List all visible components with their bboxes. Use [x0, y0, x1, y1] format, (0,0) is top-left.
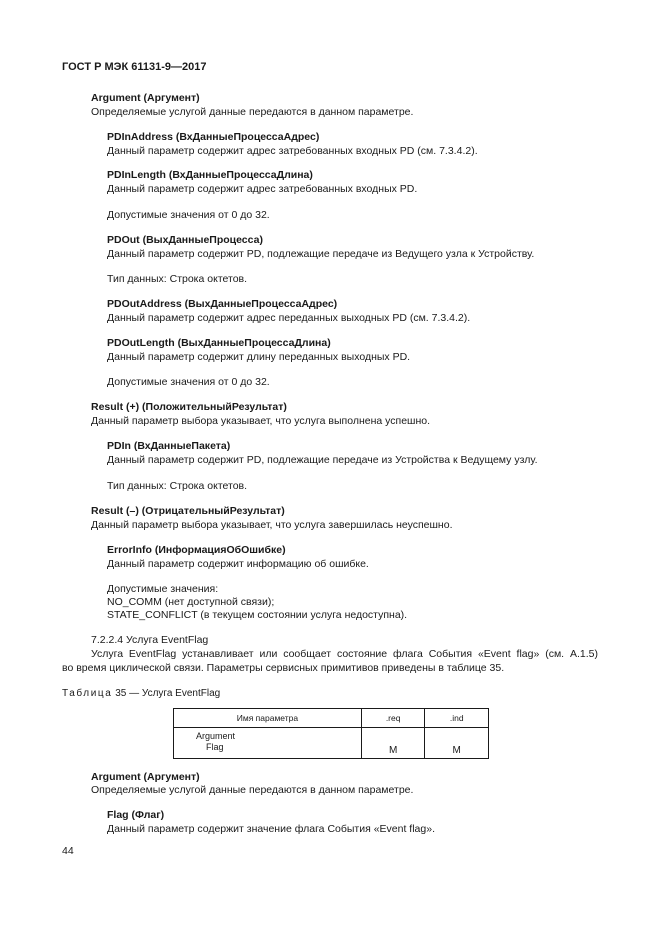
table-caption: [62, 687, 220, 700]
argument-2-desc: Определяемые услугой данные передаются в данном параметре.: [91, 784, 414, 796]
table-row: [174, 728, 489, 759]
table-caption-word: Таблица: [62, 688, 113, 699]
pdinaddress-desc: Данный параметр содержит адрес затребованных входных PD (см. 7.3.4.2).: [107, 145, 478, 157]
pdout-type: Тип данных: Строка октетов.: [107, 273, 248, 285]
pdoutlength-title: PDOutLength (ВыхДанныеПроцессаДлина): [107, 337, 331, 349]
errorinfo-allowed: Допустимые значения:: [107, 583, 219, 595]
document-header: ГОСТ Р МЭК 61131-9—2017: [62, 61, 207, 73]
section-paragraph-line-1: Услуга EventFlag устанавливает или сообщает состояние флага События «Event flag» (см. А.1.5): [91, 648, 598, 660]
pdin-desc: Данный параметр содержит PD, подлежащие передаче из Устройства к Ведущему узлу.: [107, 454, 538, 466]
pdinaddress-title: PDInAddress (ВхДанныеПроцессаАдрес): [107, 131, 320, 143]
pdoutlength-desc: Данный параметр содержит длину переданных выходных PD.: [107, 351, 411, 363]
flag-desc: Данный параметр содержит значение флага События «Event flag».: [107, 823, 435, 835]
section-paragraph-line-2: во время циклической связи. Параметры сервисных примитивов приведены в таблице 35.: [62, 662, 505, 674]
pdout-title: PDOut (ВыхДанныеПроцесса): [107, 234, 263, 246]
ind-value: M: [425, 728, 489, 759]
param-name-cell: [174, 728, 362, 759]
flag-title: Flag (Флаг): [107, 809, 165, 821]
pdoutlength-range: Допустимые значения от 0 до 32.: [107, 376, 270, 388]
pdout-desc: Данный параметр содержит PD, подлежащие передаче из Ведущего узла к Устройству.: [107, 248, 535, 260]
pdinlength-desc: Данный параметр содержит адрес затребованных входных PD.: [107, 183, 418, 195]
table-header-row: [174, 709, 489, 728]
param-flag: Flag: [206, 742, 224, 752]
pdoutaddress-desc: Данный параметр содержит адрес переданных выходных PD (см. 7.3.4.2).: [107, 312, 471, 324]
errorinfo-desc: Данный параметр содержит информацию об ошибке.: [107, 558, 369, 570]
req-value: M: [361, 728, 425, 759]
section-heading: 7.2.2.4 Услуга EventFlag: [91, 634, 209, 646]
result-negative-title: Result (–) (ОтрицательныйРезультат): [91, 505, 285, 517]
errorinfo-value-state-conflict: STATE_CONFLICT (в текущем состоянии услуга недоступна).: [107, 609, 408, 621]
pdoutaddress-title: PDOutAddress (ВыхДанныеПроцессаАдрес): [107, 298, 338, 310]
pdinlength-range: Допустимые значения от 0 до 32.: [107, 209, 270, 221]
pdinlength-title: PDInLength (ВхДанныеПроцессаДлина): [107, 169, 313, 181]
header-ind: .ind: [425, 709, 489, 728]
table-caption-rest: 35 — Услуга EventFlag: [115, 688, 221, 699]
result-negative-desc: Данный параметр выбора указывает, что услуга завершилась неуспешно.: [91, 519, 453, 531]
result-positive-desc: Данный параметр выбора указывает, что услуга выполнена успешно.: [91, 415, 431, 427]
argument-2-title: Argument (Аргумент): [91, 771, 200, 783]
pdin-title: PDIn (ВхДанныеПакета): [107, 440, 231, 452]
header-param-name: Имя параметра: [174, 709, 362, 728]
header-req: .req: [361, 709, 425, 728]
pdin-type: Тип данных: Строка октетов.: [107, 480, 248, 492]
errorinfo-title: ErrorInfo (ИнформацияОбОшибке): [107, 544, 286, 556]
argument-desc: Определяемые услугой данные передаются в данном параметре.: [91, 106, 414, 118]
param-argument: Argument: [196, 731, 236, 741]
result-positive-title: Result (+) (ПоложительныйРезультат): [91, 401, 287, 413]
parameters-table: [173, 708, 489, 759]
page-number: 44: [62, 845, 74, 857]
errorinfo-value-no-comm: NO_COMM (нет доступной связи);: [107, 596, 275, 608]
argument-title: Argument (Аргумент): [91, 92, 200, 104]
